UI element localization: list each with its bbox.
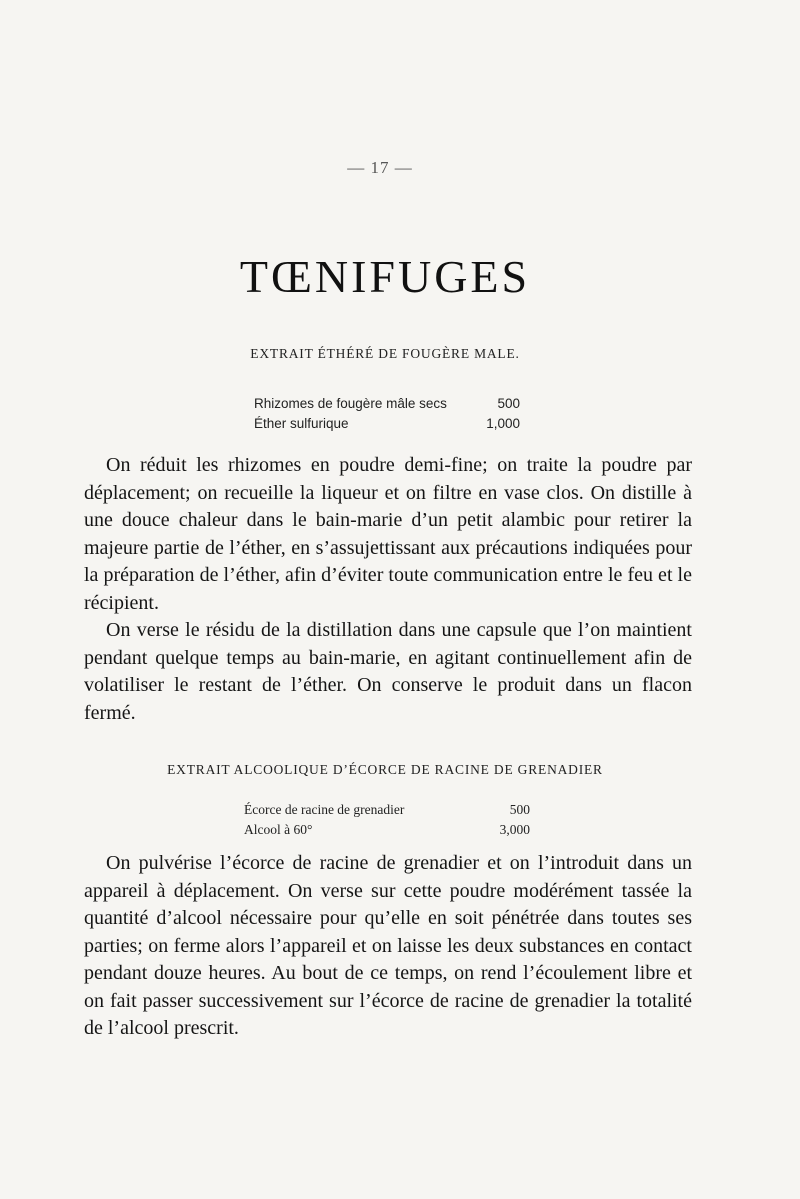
recipe-ingredient: Écorce de racine de grenadier [244, 802, 405, 817]
recipe-quantity: 3,000 [499, 822, 530, 837]
paragraph: On pulvérise l’écorce de racine de grenadier et on l’introduit dans un appareil à déplacement. On verse sur cette poudre modérément tassée la quantité d’alcool nécessaire pour qu’elle en soit pénétrée dans toutes ses parties; on ferme alors l’appareil et on laisse les deux substances en contact pendant douze heures. Au bout de ce temps, on rend l’écoulement libre et on fait passer successivement sur l’écorce de racine de grenadier la totalité de l’alcool prescrit. [84, 852, 692, 1039]
section-body-fougere [84, 452, 692, 727]
section-heading-fougere: EXTRAIT ÉTHÉRÉ DE FOUGÈRE MALE. [250, 346, 520, 361]
recipe-row [254, 414, 520, 434]
recipe-quantity: 500 [497, 396, 520, 411]
recipe-quantity: 500 [509, 802, 530, 817]
recipe-table-fougere [254, 394, 520, 434]
recipe-ingredient: Alcool à 60° [244, 822, 313, 837]
recipe-table-grenadier [244, 800, 530, 840]
section-heading-grenadier: EXTRAIT ALCOOLIQUE D’ÉCORCE DE RACINE DE GRENADIER [167, 762, 603, 777]
page-number: — 17 — [347, 158, 413, 177]
recipe-ingredient: Rhizomes de fougère mâle secs [254, 396, 447, 411]
recipe-ingredient: Éther sulfurique [254, 416, 349, 431]
page-title: TŒNIFUGES [239, 251, 531, 302]
recipe-row [254, 394, 520, 414]
paragraph: On verse le résidu de la distillation dans une capsule que l’on maintient pendant quelque temps au bain-marie, en agitant continuellement afin de volatiliser le restant de l’éther. On conserve le produit dans un flacon fermé. [84, 619, 692, 724]
section-body-grenadier [84, 850, 692, 1043]
recipe-row [244, 820, 530, 840]
recipe-row [244, 800, 530, 820]
recipe-quantity: 1,000 [486, 416, 520, 431]
paragraph: On réduit les rhizomes en poudre demi-fine; on traite la poudre par déplacement; on recueille la liqueur et on filtre en vase clos. On distille à une douce chaleur dans le bain-marie d’un petit alambic pour retirer la majeure partie de l’éther, en s’assujettissant aux précautions indiquées pour la préparation de l’éther, afin d’éviter toute communication entre le feu et le récipient. [84, 454, 692, 614]
